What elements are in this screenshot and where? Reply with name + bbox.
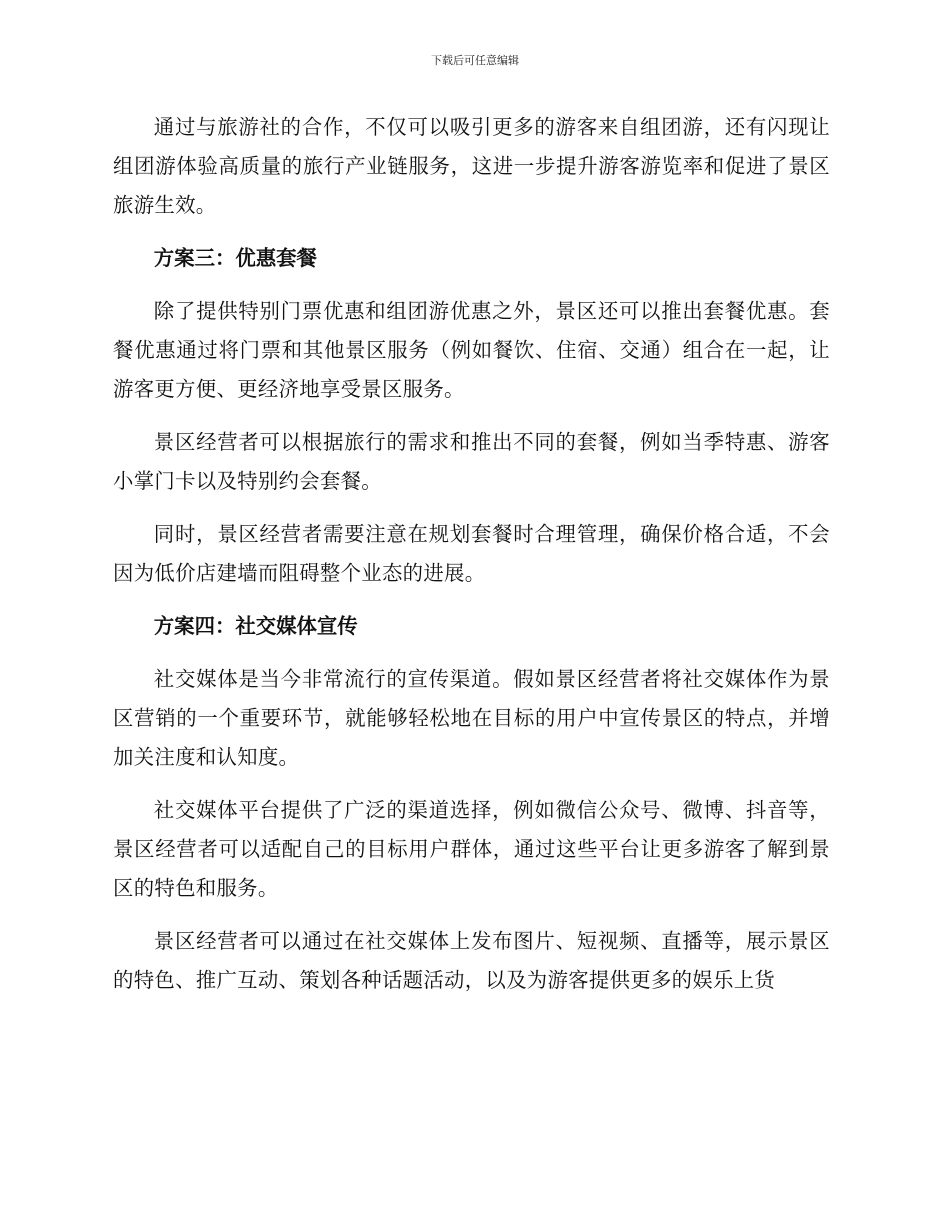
page-header: 下载后可任意编辑 [431, 54, 519, 67]
section-heading-plan-four: 方案四：社交媒体宣传 [153, 614, 358, 638]
paragraph-social-media-platforms: 社交媒体平台提供了广泛的渠道选择，例如微信公众号、微博、抖音等，景区经营者可以适配自己的目标用户群体，通过这些平台让更多游客了解到景区的特色和服务。 [113, 798, 830, 900]
paragraph-package-types: 景区经营者可以根据旅行的需求和推出不同的套餐，例如当季特惠、游客小掌门卡以及特别约会套餐。 [113, 430, 830, 493]
paragraph-package-discount: 除了提供特别门票优惠和组团游优惠之外，景区还可以推出套餐优惠。套餐优惠通过将门票和其他景区服务（例如餐饮、住宿、交通）组合在一起，让游客更方便、更经济地享受景区服务。 [113, 299, 830, 401]
document-body [113, 108, 830, 1014]
paragraph-tour-agency: 通过与旅游社的合作，不仅可以吸引更多的游客来自组团游，还有闪现让组团游体验高质量的旅行产业链服务，这进一步提升游客游览率和促进了景区旅游生效。 [113, 115, 830, 217]
paragraph-social-media-content: 景区经营者可以通过在社交媒体上发布图片、短视频、直播等，展示景区的特色、推广互动、策划各种话题活动，以及为游客提供更多的娱乐上货 [113, 929, 830, 992]
section-heading-plan-three: 方案三：优惠套餐 [153, 246, 317, 270]
paragraph-package-pricing: 同时，景区经营者需要注意在规划套餐时合理管理，确保价格合适，不会因为低价店建墙而阻碍整个业态的进展。 [113, 522, 830, 585]
paragraph-social-media-intro: 社交媒体是当今非常流行的宣传渠道。假如景区经营者将社交媒体作为景区营销的一个重要环节，就能够轻松地在目标的用户中宣传景区的特点，并增加关注度和认知度。 [113, 667, 830, 769]
